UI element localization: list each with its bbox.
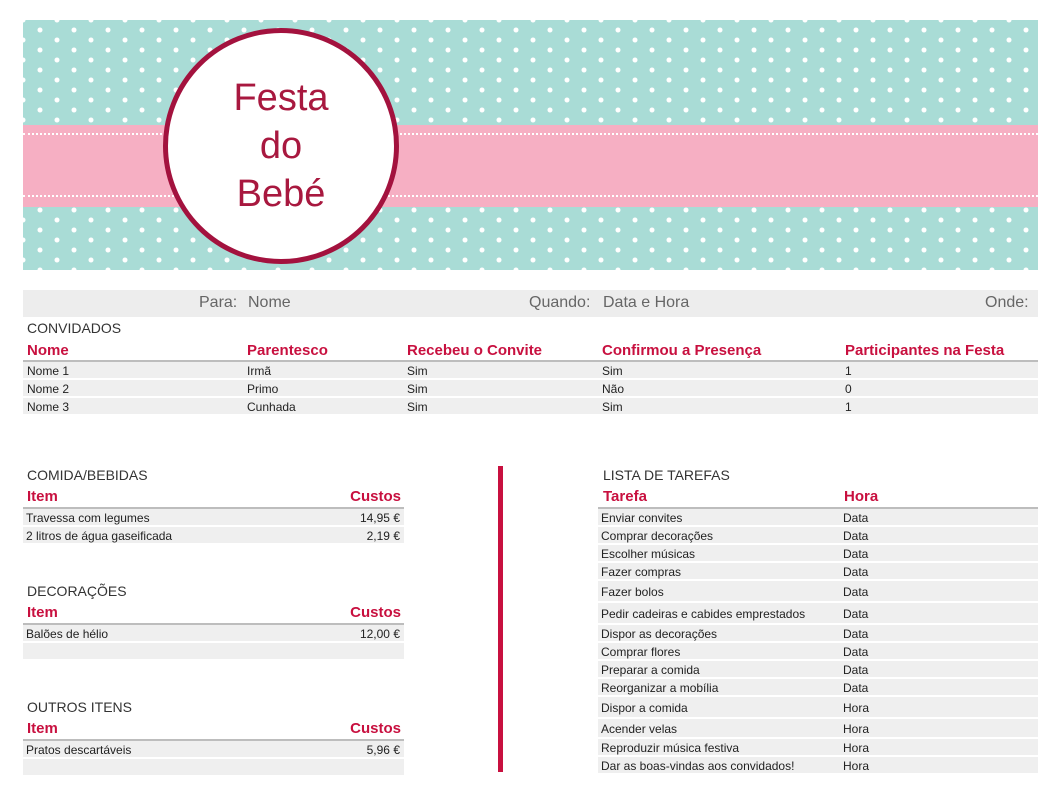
decor-header-cost: Custos <box>350 604 401 621</box>
table-row <box>23 625 404 643</box>
table-cell[interactable]: Sim <box>602 364 623 378</box>
header-banner <box>23 20 1038 270</box>
table-row <box>23 509 404 527</box>
decor-table <box>23 623 404 661</box>
table-cell[interactable]: 1 <box>845 364 852 378</box>
task-cell[interactable]: Escolher músicas <box>601 546 696 561</box>
food-title: COMIDA/BEBIDAS <box>27 467 148 483</box>
time-cell[interactable]: Hora <box>843 721 870 736</box>
tasks-header-task: Tarefa <box>603 488 647 505</box>
decor-title: DECORAÇÕES <box>27 583 127 599</box>
task-cell[interactable]: Fazer bolos <box>601 584 664 599</box>
item-cell[interactable]: Travessa com legumes <box>26 511 150 525</box>
time-cell[interactable]: Data <box>843 564 869 579</box>
table-cell[interactable]: Irmã <box>247 364 271 378</box>
table-cell[interactable]: Sim <box>407 400 428 414</box>
table-row <box>598 757 1038 775</box>
party-title: Festa do Bebé <box>233 77 329 215</box>
table-row <box>598 581 1038 603</box>
table-cell[interactable]: Sim <box>407 382 428 396</box>
other-title: OUTROS ITENS <box>27 699 133 715</box>
cost-cell[interactable]: 14,95 € <box>359 511 400 525</box>
table-row <box>598 509 1038 527</box>
table-row <box>23 362 1038 380</box>
table-cell[interactable]: Nome 1 <box>27 364 70 378</box>
task-cell[interactable]: Pedir cadeiras e cabides emprestados <box>601 606 806 621</box>
task-cell[interactable]: Comprar flores <box>601 644 681 659</box>
info-bar <box>23 290 1038 317</box>
time-cell[interactable]: Data <box>843 644 869 659</box>
column-header: Participantes na Festa <box>845 342 1005 359</box>
time-cell[interactable]: Data <box>843 510 869 525</box>
time-cell[interactable]: Data <box>843 546 869 561</box>
table-row <box>598 643 1038 661</box>
table-row <box>23 527 404 545</box>
guests-title: CONVIDADOS <box>27 320 122 336</box>
time-cell[interactable]: Data <box>843 528 869 543</box>
table-row <box>598 697 1038 719</box>
table-cell[interactable]: Nome 2 <box>27 382 70 396</box>
guests-table <box>23 360 1038 416</box>
table-row <box>598 545 1038 563</box>
time-cell[interactable]: Data <box>843 584 869 599</box>
task-cell[interactable]: Fazer compras <box>601 564 682 579</box>
table-cell[interactable]: Sim <box>602 400 623 414</box>
task-cell[interactable]: Comprar decorações <box>601 528 714 543</box>
divider <box>498 466 503 772</box>
quando-label: Quando: <box>529 294 591 311</box>
time-cell[interactable]: Hora <box>843 740 870 755</box>
table-cell[interactable]: Sim <box>407 364 428 378</box>
time-cell[interactable]: Data <box>843 626 869 641</box>
table-row <box>23 398 1038 416</box>
table-cell[interactable]: Cunhada <box>247 400 296 414</box>
column-header: Confirmou a Presença <box>602 342 762 359</box>
time-cell[interactable]: Data <box>843 662 869 677</box>
table-row <box>598 603 1038 625</box>
table-row <box>598 625 1038 643</box>
tasks-table <box>598 507 1038 775</box>
column-header: Parentesco <box>247 342 328 359</box>
quando-value[interactable]: Data e Hora <box>603 294 690 311</box>
table-cell[interactable]: Nome 3 <box>27 400 70 414</box>
title-badge <box>163 28 399 264</box>
task-cell[interactable]: Acender velas <box>601 721 678 736</box>
task-cell[interactable]: Reorganizar a mobília <box>601 680 719 695</box>
table-cell[interactable]: 1 <box>845 400 852 414</box>
item-cell[interactable]: Pratos descartáveis <box>26 743 132 757</box>
table-row <box>598 527 1038 545</box>
food-table <box>23 507 404 545</box>
other-table <box>23 739 404 777</box>
table-cell[interactable]: Primo <box>247 382 279 396</box>
other-header-item: Item <box>27 720 58 737</box>
other-header-cost: Custos <box>350 720 401 737</box>
item-cell[interactable]: Balões de hélio <box>26 627 109 641</box>
time-cell[interactable]: Hora <box>843 758 870 773</box>
table-row <box>23 380 1038 398</box>
table-row <box>598 661 1038 679</box>
table-cell[interactable]: Não <box>602 382 625 396</box>
column-header: Recebeu o Convite <box>407 342 543 359</box>
task-cell[interactable]: Dar as boas-vindas aos convidados! <box>601 758 795 773</box>
table-row <box>598 719 1038 739</box>
table-row <box>23 741 404 759</box>
table-row <box>23 759 404 777</box>
para-label: Para: <box>199 294 238 311</box>
tasks-title: LISTA DE TAREFAS <box>603 467 730 483</box>
column-header: Nome <box>27 342 69 359</box>
tasks-header-time: Hora <box>844 488 879 505</box>
time-cell[interactable]: Data <box>843 606 869 621</box>
time-cell[interactable]: Hora <box>843 700 870 715</box>
onde-label: Onde: <box>985 294 1029 311</box>
task-cell[interactable]: Dispor as decorações <box>601 626 718 641</box>
cost-cell[interactable]: 5,96 € <box>366 743 400 757</box>
table-row <box>598 679 1038 697</box>
task-cell[interactable]: Reproduzir música festiva <box>601 740 740 755</box>
task-cell[interactable]: Dispor a comida <box>601 700 688 715</box>
table-row <box>23 643 404 661</box>
table-cell[interactable]: 0 <box>845 382 852 396</box>
item-cell[interactable]: 2 litros de água gaseificada <box>26 529 173 543</box>
time-cell[interactable]: Data <box>843 680 869 695</box>
food-header-cost: Custos <box>350 488 401 505</box>
decor-header-item: Item <box>27 604 58 621</box>
cost-cell[interactable]: 2,19 € <box>366 529 400 543</box>
table-row <box>598 739 1038 757</box>
cost-cell[interactable]: 12,00 € <box>359 627 400 641</box>
task-cell[interactable]: Enviar convites <box>601 510 683 525</box>
table-row <box>598 563 1038 581</box>
task-cell[interactable]: Preparar a comida <box>601 662 700 677</box>
para-value[interactable]: Nome <box>248 294 291 311</box>
food-header-item: Item <box>27 488 58 505</box>
